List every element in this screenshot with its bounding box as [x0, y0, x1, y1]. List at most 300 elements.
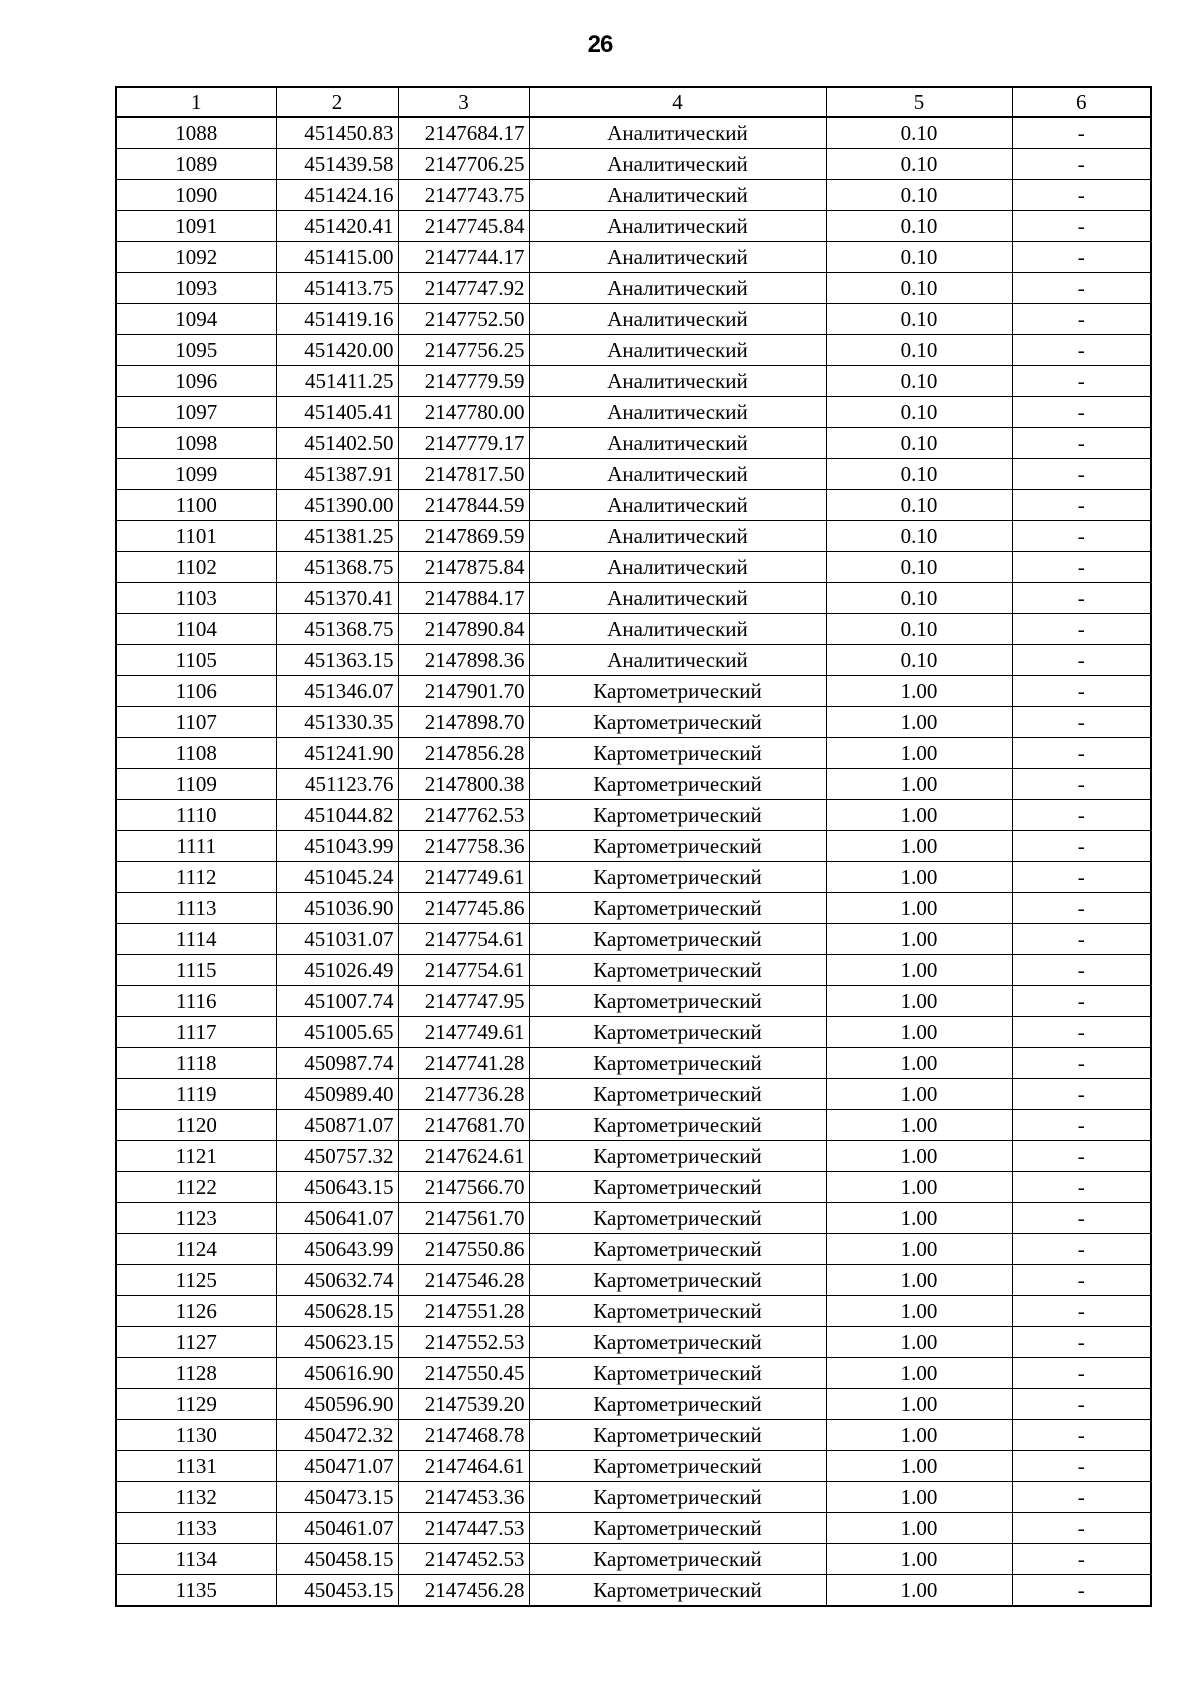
- method-cell: Аналитический: [529, 149, 826, 180]
- note-cell: -: [1012, 397, 1151, 428]
- note-cell: -: [1012, 1544, 1151, 1575]
- coordinates-table: [115, 86, 1152, 1607]
- y-coordinate-cell: 2147624.61: [398, 1141, 529, 1172]
- note-cell: -: [1012, 707, 1151, 738]
- point-number-cell: 1121: [116, 1141, 276, 1172]
- point-number-cell: 1132: [116, 1482, 276, 1513]
- x-coordinate-cell: 450632.74: [276, 1265, 398, 1296]
- table-row: [116, 614, 1151, 645]
- accuracy-cell: 0.10: [826, 397, 1012, 428]
- y-coordinate-cell: 2147752.50: [398, 304, 529, 335]
- x-coordinate-cell: 450871.07: [276, 1110, 398, 1141]
- method-cell: Аналитический: [529, 645, 826, 676]
- y-coordinate-cell: 2147749.61: [398, 1017, 529, 1048]
- method-cell: Аналитический: [529, 552, 826, 583]
- point-number-cell: 1120: [116, 1110, 276, 1141]
- y-coordinate-cell: 2147681.70: [398, 1110, 529, 1141]
- table-row: [116, 924, 1151, 955]
- note-cell: -: [1012, 583, 1151, 614]
- accuracy-cell: 1.00: [826, 1389, 1012, 1420]
- y-coordinate-cell: 2147468.78: [398, 1420, 529, 1451]
- x-coordinate-cell: 450596.90: [276, 1389, 398, 1420]
- table-row: [116, 769, 1151, 800]
- method-cell: Аналитический: [529, 117, 826, 149]
- note-cell: -: [1012, 149, 1151, 180]
- method-cell: Аналитический: [529, 614, 826, 645]
- method-cell: Аналитический: [529, 428, 826, 459]
- note-cell: -: [1012, 459, 1151, 490]
- point-number-cell: 1109: [116, 769, 276, 800]
- accuracy-cell: 0.10: [826, 180, 1012, 211]
- table-row: [116, 1265, 1151, 1296]
- method-cell: Картометрический: [529, 1048, 826, 1079]
- accuracy-cell: 1.00: [826, 1358, 1012, 1389]
- method-cell: Картометрический: [529, 893, 826, 924]
- y-coordinate-cell: 2147453.36: [398, 1482, 529, 1513]
- table-row: [116, 428, 1151, 459]
- note-cell: -: [1012, 645, 1151, 676]
- method-cell: Картометрический: [529, 1079, 826, 1110]
- point-number-cell: 1122: [116, 1172, 276, 1203]
- table-row: [116, 986, 1151, 1017]
- point-number-cell: 1124: [116, 1234, 276, 1265]
- accuracy-cell: 0.10: [826, 583, 1012, 614]
- point-number-cell: 1093: [116, 273, 276, 304]
- accuracy-cell: 1.00: [826, 1110, 1012, 1141]
- table-header-row: [116, 87, 1151, 117]
- accuracy-cell: 0.10: [826, 149, 1012, 180]
- x-coordinate-cell: 450473.15: [276, 1482, 398, 1513]
- accuracy-cell: 1.00: [826, 707, 1012, 738]
- method-cell: Аналитический: [529, 490, 826, 521]
- method-cell: Картометрический: [529, 1482, 826, 1513]
- point-number-cell: 1130: [116, 1420, 276, 1451]
- table-row: [116, 1544, 1151, 1575]
- method-cell: Картометрический: [529, 831, 826, 862]
- note-cell: -: [1012, 1513, 1151, 1544]
- note-cell: -: [1012, 1420, 1151, 1451]
- table-row: [116, 1048, 1151, 1079]
- note-cell: -: [1012, 211, 1151, 242]
- y-coordinate-cell: 2147706.25: [398, 149, 529, 180]
- accuracy-cell: 1.00: [826, 1203, 1012, 1234]
- note-cell: -: [1012, 614, 1151, 645]
- note-cell: -: [1012, 1451, 1151, 1482]
- point-number-cell: 1113: [116, 893, 276, 924]
- note-cell: -: [1012, 552, 1151, 583]
- y-coordinate-cell: 2147747.92: [398, 273, 529, 304]
- x-coordinate-cell: 451346.07: [276, 676, 398, 707]
- y-coordinate-cell: 2147561.70: [398, 1203, 529, 1234]
- table-row: [116, 1203, 1151, 1234]
- accuracy-cell: 1.00: [826, 893, 1012, 924]
- y-coordinate-cell: 2147756.25: [398, 335, 529, 366]
- point-number-cell: 1128: [116, 1358, 276, 1389]
- y-coordinate-cell: 2147898.70: [398, 707, 529, 738]
- point-number-cell: 1095: [116, 335, 276, 366]
- x-coordinate-cell: 450472.32: [276, 1420, 398, 1451]
- x-coordinate-cell: 451026.49: [276, 955, 398, 986]
- method-cell: Картометрический: [529, 1296, 826, 1327]
- note-cell: -: [1012, 1048, 1151, 1079]
- y-coordinate-cell: 2147546.28: [398, 1265, 529, 1296]
- table-row: [116, 1234, 1151, 1265]
- point-number-cell: 1123: [116, 1203, 276, 1234]
- y-coordinate-cell: 2147747.95: [398, 986, 529, 1017]
- accuracy-cell: 1.00: [826, 1482, 1012, 1513]
- note-cell: -: [1012, 1141, 1151, 1172]
- table-row: [116, 738, 1151, 769]
- y-coordinate-cell: 2147779.17: [398, 428, 529, 459]
- y-coordinate-cell: 2147754.61: [398, 924, 529, 955]
- y-coordinate-cell: 2147550.45: [398, 1358, 529, 1389]
- note-cell: -: [1012, 1234, 1151, 1265]
- y-coordinate-cell: 2147447.53: [398, 1513, 529, 1544]
- point-number-cell: 1117: [116, 1017, 276, 1048]
- point-number-cell: 1106: [116, 676, 276, 707]
- note-cell: -: [1012, 273, 1151, 304]
- accuracy-cell: 1.00: [826, 1296, 1012, 1327]
- point-number-cell: 1108: [116, 738, 276, 769]
- table-row: [116, 490, 1151, 521]
- accuracy-cell: 1.00: [826, 1451, 1012, 1482]
- y-coordinate-cell: 2147684.17: [398, 117, 529, 149]
- accuracy-cell: 1.00: [826, 769, 1012, 800]
- table-row: [116, 862, 1151, 893]
- header-cell-4: 4: [529, 87, 826, 117]
- table-row: [116, 1110, 1151, 1141]
- accuracy-cell: 1.00: [826, 1048, 1012, 1079]
- note-cell: -: [1012, 1575, 1151, 1607]
- point-number-cell: 1089: [116, 149, 276, 180]
- point-number-cell: 1119: [116, 1079, 276, 1110]
- note-cell: -: [1012, 924, 1151, 955]
- point-number-cell: 1088: [116, 117, 276, 149]
- accuracy-cell: 0.10: [826, 521, 1012, 552]
- table-row: [116, 1358, 1151, 1389]
- method-cell: Картометрический: [529, 1017, 826, 1048]
- method-cell: Аналитический: [529, 397, 826, 428]
- note-cell: -: [1012, 676, 1151, 707]
- y-coordinate-cell: 2147875.84: [398, 552, 529, 583]
- table-row: [116, 831, 1151, 862]
- point-number-cell: 1118: [116, 1048, 276, 1079]
- table-row: [116, 1389, 1151, 1420]
- note-cell: -: [1012, 490, 1151, 521]
- point-number-cell: 1133: [116, 1513, 276, 1544]
- accuracy-cell: 1.00: [826, 1265, 1012, 1296]
- note-cell: -: [1012, 769, 1151, 800]
- table-row: [116, 304, 1151, 335]
- method-cell: Картометрический: [529, 1420, 826, 1451]
- table-row: [116, 273, 1151, 304]
- note-cell: -: [1012, 1203, 1151, 1234]
- x-coordinate-cell: 451450.83: [276, 117, 398, 149]
- point-number-cell: 1107: [116, 707, 276, 738]
- accuracy-cell: 0.10: [826, 273, 1012, 304]
- x-coordinate-cell: 451043.99: [276, 831, 398, 862]
- table-row: [116, 1513, 1151, 1544]
- x-coordinate-cell: 451424.16: [276, 180, 398, 211]
- x-coordinate-cell: 450458.15: [276, 1544, 398, 1575]
- accuracy-cell: 1.00: [826, 676, 1012, 707]
- accuracy-cell: 0.10: [826, 459, 1012, 490]
- table-row: [116, 397, 1151, 428]
- point-number-cell: 1131: [116, 1451, 276, 1482]
- table-row: [116, 242, 1151, 273]
- point-number-cell: 1099: [116, 459, 276, 490]
- table-row: [116, 459, 1151, 490]
- method-cell: Аналитический: [529, 273, 826, 304]
- y-coordinate-cell: 2147566.70: [398, 1172, 529, 1203]
- x-coordinate-cell: 451036.90: [276, 893, 398, 924]
- note-cell: -: [1012, 738, 1151, 769]
- table-row: [116, 521, 1151, 552]
- accuracy-cell: 1.00: [826, 800, 1012, 831]
- x-coordinate-cell: 450616.90: [276, 1358, 398, 1389]
- method-cell: Аналитический: [529, 180, 826, 211]
- table-row: [116, 707, 1151, 738]
- accuracy-cell: 0.10: [826, 117, 1012, 149]
- table-row: [116, 1017, 1151, 1048]
- method-cell: Картометрический: [529, 1234, 826, 1265]
- x-coordinate-cell: 450643.15: [276, 1172, 398, 1203]
- table-row: [116, 1172, 1151, 1203]
- note-cell: -: [1012, 955, 1151, 986]
- method-cell: Картометрический: [529, 1203, 826, 1234]
- accuracy-cell: 1.00: [826, 1327, 1012, 1358]
- y-coordinate-cell: 2147780.00: [398, 397, 529, 428]
- point-number-cell: 1090: [116, 180, 276, 211]
- accuracy-cell: 0.10: [826, 304, 1012, 335]
- x-coordinate-cell: 450453.15: [276, 1575, 398, 1607]
- method-cell: Аналитический: [529, 366, 826, 397]
- method-cell: Картометрический: [529, 862, 826, 893]
- note-cell: -: [1012, 1265, 1151, 1296]
- table-row: [116, 645, 1151, 676]
- x-coordinate-cell: 450461.07: [276, 1513, 398, 1544]
- table-row: [116, 552, 1151, 583]
- accuracy-cell: 1.00: [826, 831, 1012, 862]
- x-coordinate-cell: 451419.16: [276, 304, 398, 335]
- x-coordinate-cell: 451439.58: [276, 149, 398, 180]
- header-cell-3: 3: [398, 87, 529, 117]
- point-number-cell: 1094: [116, 304, 276, 335]
- accuracy-cell: 1.00: [826, 862, 1012, 893]
- accuracy-cell: 1.00: [826, 1234, 1012, 1265]
- x-coordinate-cell: 451415.00: [276, 242, 398, 273]
- accuracy-cell: 1.00: [826, 955, 1012, 986]
- method-cell: Картометрический: [529, 1389, 826, 1420]
- point-number-cell: 1129: [116, 1389, 276, 1420]
- method-cell: Картометрический: [529, 1141, 826, 1172]
- x-coordinate-cell: 451330.35: [276, 707, 398, 738]
- method-cell: Картометрический: [529, 769, 826, 800]
- note-cell: -: [1012, 831, 1151, 862]
- x-coordinate-cell: 451420.00: [276, 335, 398, 366]
- accuracy-cell: 1.00: [826, 1513, 1012, 1544]
- method-cell: Аналитический: [529, 211, 826, 242]
- x-coordinate-cell: 451368.75: [276, 552, 398, 583]
- x-coordinate-cell: 450628.15: [276, 1296, 398, 1327]
- y-coordinate-cell: 2147898.36: [398, 645, 529, 676]
- point-number-cell: 1092: [116, 242, 276, 273]
- point-number-cell: 1116: [116, 986, 276, 1017]
- header-cell-1: 1: [116, 87, 276, 117]
- note-cell: -: [1012, 1389, 1151, 1420]
- method-cell: Картометрический: [529, 1451, 826, 1482]
- y-coordinate-cell: 2147758.36: [398, 831, 529, 862]
- point-number-cell: 1098: [116, 428, 276, 459]
- point-number-cell: 1097: [116, 397, 276, 428]
- point-number-cell: 1102: [116, 552, 276, 583]
- table-row: [116, 676, 1151, 707]
- method-cell: Аналитический: [529, 459, 826, 490]
- x-coordinate-cell: 450471.07: [276, 1451, 398, 1482]
- x-coordinate-cell: 451420.41: [276, 211, 398, 242]
- method-cell: Аналитический: [529, 304, 826, 335]
- page-number: 26: [587, 31, 613, 58]
- point-number-cell: 1134: [116, 1544, 276, 1575]
- x-coordinate-cell: 451368.75: [276, 614, 398, 645]
- accuracy-cell: 1.00: [826, 1079, 1012, 1110]
- y-coordinate-cell: 2147844.59: [398, 490, 529, 521]
- y-coordinate-cell: 2147539.20: [398, 1389, 529, 1420]
- point-number-cell: 1127: [116, 1327, 276, 1358]
- method-cell: Картометрический: [529, 1172, 826, 1203]
- accuracy-cell: 0.10: [826, 614, 1012, 645]
- table-row: [116, 955, 1151, 986]
- y-coordinate-cell: 2147745.84: [398, 211, 529, 242]
- header-cell-2: 2: [276, 87, 398, 117]
- table-row: [116, 366, 1151, 397]
- table-row: [116, 583, 1151, 614]
- note-cell: -: [1012, 428, 1151, 459]
- method-cell: Картометрический: [529, 800, 826, 831]
- y-coordinate-cell: 2147856.28: [398, 738, 529, 769]
- y-coordinate-cell: 2147550.86: [398, 1234, 529, 1265]
- point-number-cell: 1135: [116, 1575, 276, 1607]
- accuracy-cell: 1.00: [826, 986, 1012, 1017]
- accuracy-cell: 1.00: [826, 1544, 1012, 1575]
- method-cell: Картометрический: [529, 1327, 826, 1358]
- accuracy-cell: 0.10: [826, 428, 1012, 459]
- table-row: [116, 893, 1151, 924]
- x-coordinate-cell: 450757.32: [276, 1141, 398, 1172]
- x-coordinate-cell: 451390.00: [276, 490, 398, 521]
- accuracy-cell: 1.00: [826, 1172, 1012, 1203]
- accuracy-cell: 1.00: [826, 1420, 1012, 1451]
- y-coordinate-cell: 2147464.61: [398, 1451, 529, 1482]
- y-coordinate-cell: 2147901.70: [398, 676, 529, 707]
- y-coordinate-cell: 2147736.28: [398, 1079, 529, 1110]
- point-number-cell: 1105: [116, 645, 276, 676]
- y-coordinate-cell: 2147762.53: [398, 800, 529, 831]
- x-coordinate-cell: 450623.15: [276, 1327, 398, 1358]
- y-coordinate-cell: 2147744.17: [398, 242, 529, 273]
- accuracy-cell: 1.00: [826, 738, 1012, 769]
- note-cell: -: [1012, 1296, 1151, 1327]
- method-cell: Картометрический: [529, 1265, 826, 1296]
- method-cell: Картометрический: [529, 1110, 826, 1141]
- table-row: [116, 1079, 1151, 1110]
- note-cell: -: [1012, 180, 1151, 211]
- accuracy-cell: 1.00: [826, 924, 1012, 955]
- note-cell: -: [1012, 1482, 1151, 1513]
- method-cell: Картометрический: [529, 738, 826, 769]
- x-coordinate-cell: 451007.74: [276, 986, 398, 1017]
- table-row: [116, 800, 1151, 831]
- accuracy-cell: 1.00: [826, 1141, 1012, 1172]
- table-row: [116, 117, 1151, 149]
- table-row: [116, 1296, 1151, 1327]
- accuracy-cell: 0.10: [826, 552, 1012, 583]
- y-coordinate-cell: 2147741.28: [398, 1048, 529, 1079]
- note-cell: -: [1012, 304, 1151, 335]
- accuracy-cell: 0.10: [826, 490, 1012, 521]
- point-number-cell: 1096: [116, 366, 276, 397]
- method-cell: Аналитический: [529, 583, 826, 614]
- x-coordinate-cell: 451411.25: [276, 366, 398, 397]
- note-cell: -: [1012, 1327, 1151, 1358]
- table-row: [116, 1420, 1151, 1451]
- x-coordinate-cell: 450643.99: [276, 1234, 398, 1265]
- x-coordinate-cell: 451363.15: [276, 645, 398, 676]
- y-coordinate-cell: 2147552.53: [398, 1327, 529, 1358]
- note-cell: -: [1012, 1110, 1151, 1141]
- accuracy-cell: 0.10: [826, 211, 1012, 242]
- point-number-cell: 1126: [116, 1296, 276, 1327]
- method-cell: Картометрический: [529, 924, 826, 955]
- point-number-cell: 1100: [116, 490, 276, 521]
- x-coordinate-cell: 451402.50: [276, 428, 398, 459]
- y-coordinate-cell: 2147743.75: [398, 180, 529, 211]
- note-cell: -: [1012, 117, 1151, 149]
- method-cell: Картометрический: [529, 986, 826, 1017]
- point-number-cell: 1115: [116, 955, 276, 986]
- x-coordinate-cell: 450989.40: [276, 1079, 398, 1110]
- y-coordinate-cell: 2147452.53: [398, 1544, 529, 1575]
- point-number-cell: 1091: [116, 211, 276, 242]
- method-cell: Картометрический: [529, 1513, 826, 1544]
- note-cell: -: [1012, 521, 1151, 552]
- accuracy-cell: 0.10: [826, 645, 1012, 676]
- note-cell: -: [1012, 893, 1151, 924]
- method-cell: Аналитический: [529, 335, 826, 366]
- x-coordinate-cell: 451387.91: [276, 459, 398, 490]
- y-coordinate-cell: 2147779.59: [398, 366, 529, 397]
- x-coordinate-cell: 451123.76: [276, 769, 398, 800]
- note-cell: -: [1012, 1358, 1151, 1389]
- table-row: [116, 1482, 1151, 1513]
- table-row: [116, 335, 1151, 366]
- note-cell: -: [1012, 242, 1151, 273]
- note-cell: -: [1012, 986, 1151, 1017]
- point-number-cell: 1104: [116, 614, 276, 645]
- note-cell: -: [1012, 800, 1151, 831]
- table-row: [116, 1327, 1151, 1358]
- y-coordinate-cell: 2147869.59: [398, 521, 529, 552]
- note-cell: -: [1012, 366, 1151, 397]
- point-number-cell: 1114: [116, 924, 276, 955]
- note-cell: -: [1012, 1079, 1151, 1110]
- x-coordinate-cell: 450987.74: [276, 1048, 398, 1079]
- point-number-cell: 1110: [116, 800, 276, 831]
- method-cell: Картометрический: [529, 955, 826, 986]
- x-coordinate-cell: 450641.07: [276, 1203, 398, 1234]
- x-coordinate-cell: 451045.24: [276, 862, 398, 893]
- x-coordinate-cell: 451031.07: [276, 924, 398, 955]
